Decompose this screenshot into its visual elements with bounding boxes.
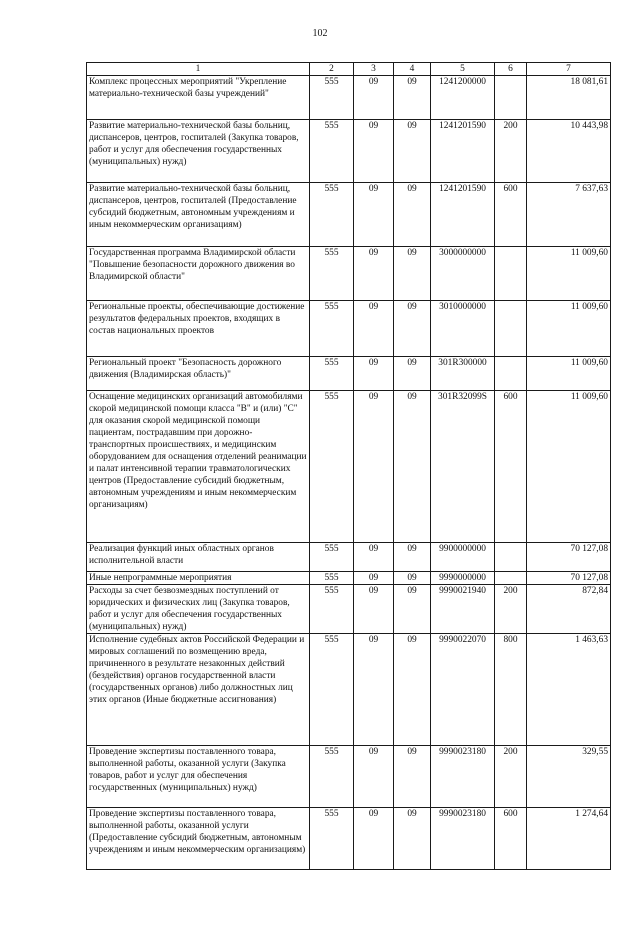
cell-col5: 301R300000 xyxy=(431,357,495,391)
cell-col6 xyxy=(495,543,527,572)
cell-col3: 09 xyxy=(354,391,394,543)
cell-col3: 09 xyxy=(354,247,394,301)
cell-col4: 09 xyxy=(394,120,431,183)
cell-col4: 09 xyxy=(394,543,431,572)
column-header: 7 xyxy=(527,63,611,76)
cell-amount: 7 637,63 xyxy=(527,183,611,247)
cell-col2: 555 xyxy=(310,76,354,120)
cell-col5: 9990023180 xyxy=(431,746,495,808)
row-name: Проведение экспертизы поставленного товара, выполненной работы, оказанной услуги (Закупка товаров, работ и услуг для обеспечения государственных (муниципальных) нужд) xyxy=(87,746,310,808)
cell-col5: 9900000000 xyxy=(431,543,495,572)
table-row xyxy=(87,391,611,543)
cell-amount: 11 009,60 xyxy=(527,391,611,543)
row-name: Развитие материально-технической базы больниц, диспансеров, центров, госпиталей (Предоставление субсидий бюджетным, автономным учреждениям и иным некоммерческим организациям) xyxy=(87,183,310,247)
cell-col3: 09 xyxy=(354,301,394,357)
row-name: Региональные проекты, обеспечивающие достижение результатов федеральных проектов, входящих в состав национальных проектов xyxy=(87,301,310,357)
cell-amount: 11 009,60 xyxy=(527,301,611,357)
cell-amount: 70 127,08 xyxy=(527,572,611,585)
row-name: Иные непрограммные мероприятия xyxy=(87,572,310,585)
table-row xyxy=(87,76,611,120)
table-row xyxy=(87,301,611,357)
cell-amount: 1 463,63 xyxy=(527,634,611,746)
cell-col3: 09 xyxy=(354,183,394,247)
cell-col2: 555 xyxy=(310,634,354,746)
cell-col6: 200 xyxy=(495,585,527,634)
cell-col6 xyxy=(495,247,527,301)
column-header: 1 xyxy=(87,63,310,76)
cell-col5: 9990021940 xyxy=(431,585,495,634)
cell-col4: 09 xyxy=(394,247,431,301)
cell-col2: 555 xyxy=(310,572,354,585)
cell-col3: 09 xyxy=(354,585,394,634)
row-name: Региональный проект "Безопасность дорожного движения (Владимирская область)" xyxy=(87,357,310,391)
cell-col2: 555 xyxy=(310,543,354,572)
table-row xyxy=(87,808,611,870)
cell-col3: 09 xyxy=(354,543,394,572)
cell-amount: 11 009,60 xyxy=(527,247,611,301)
cell-col6: 600 xyxy=(495,391,527,543)
table-row xyxy=(87,543,611,572)
cell-col5: 9990022070 xyxy=(431,634,495,746)
cell-col5: 1241200000 xyxy=(431,76,495,120)
cell-amount: 18 081,61 xyxy=(527,76,611,120)
page-number: 102 xyxy=(312,28,328,39)
row-name: Государственная программа Владимирской области "Повышение безопасности дорожного движения во Владимирской области" xyxy=(87,247,310,301)
cell-col6 xyxy=(495,357,527,391)
cell-col4: 09 xyxy=(394,301,431,357)
cell-amount: 329,55 xyxy=(527,746,611,808)
column-header: 5 xyxy=(431,63,495,76)
cell-col3: 09 xyxy=(354,634,394,746)
cell-amount: 872,84 xyxy=(527,585,611,634)
table-row xyxy=(87,746,611,808)
cell-col3: 09 xyxy=(354,357,394,391)
table-row xyxy=(87,572,611,585)
cell-col6 xyxy=(495,76,527,120)
cell-col4: 09 xyxy=(394,746,431,808)
row-name: Комплекс процессных мероприятий "Укрепление материально-технической базы учреждений" xyxy=(87,76,310,120)
cell-col3: 09 xyxy=(354,572,394,585)
cell-col2: 555 xyxy=(310,357,354,391)
cell-col2: 555 xyxy=(310,120,354,183)
cell-col4: 09 xyxy=(394,808,431,870)
cell-col2: 555 xyxy=(310,247,354,301)
cell-col4: 09 xyxy=(394,572,431,585)
row-name: Оснащение медицинских организаций автомобилями скорой медицинской помощи класса "B" и (или) "C" для оказания скорой медицинской помощи пациентам, пострадавшим при дорожно-транспортных происшествиях, и медицинским оборудованием для оснащения отделений реанимации и палат интенсивной терапии травматологических центров (Предоставление субсидий бюджетным, автономным учреждениям и иным некоммерческим организациям) xyxy=(87,391,310,543)
cell-col2: 555 xyxy=(310,391,354,543)
cell-col4: 09 xyxy=(394,391,431,543)
cell-col3: 09 xyxy=(354,120,394,183)
table-row xyxy=(87,247,611,301)
table-header-row xyxy=(87,63,611,76)
column-header: 6 xyxy=(495,63,527,76)
cell-col6 xyxy=(495,301,527,357)
cell-col4: 09 xyxy=(394,76,431,120)
cell-col2: 555 xyxy=(310,585,354,634)
row-name: Проведение экспертизы поставленного товара, выполненной работы, оказанной услуги (Предоставление субсидий бюджетным, автономным учреждениям и иным некоммерческим организациям) xyxy=(87,808,310,870)
cell-col2: 555 xyxy=(310,808,354,870)
cell-col2: 555 xyxy=(310,301,354,357)
cell-col6: 600 xyxy=(495,183,527,247)
cell-col6: 200 xyxy=(495,120,527,183)
column-header: 4 xyxy=(394,63,431,76)
column-header: 2 xyxy=(310,63,354,76)
cell-col3: 09 xyxy=(354,808,394,870)
cell-col6: 200 xyxy=(495,746,527,808)
cell-col4: 09 xyxy=(394,585,431,634)
cell-col6 xyxy=(495,572,527,585)
cell-col4: 09 xyxy=(394,183,431,247)
cell-amount: 10 443,98 xyxy=(527,120,611,183)
cell-col5: 9990000000 xyxy=(431,572,495,585)
cell-col6: 600 xyxy=(495,808,527,870)
cell-col5: 301R32099S xyxy=(431,391,495,543)
cell-col5: 3010000000 xyxy=(431,301,495,357)
cell-col5: 9990023180 xyxy=(431,808,495,870)
cell-col5: 3000000000 xyxy=(431,247,495,301)
table-row xyxy=(87,585,611,634)
cell-col3: 09 xyxy=(354,76,394,120)
row-name: Развитие материально-технической базы больниц, диспансеров, центров, госпиталей (Закупка товаров, работ и услуг для обеспечения государственных (муниципальных) нужд) xyxy=(87,120,310,183)
cell-col5: 1241201590 xyxy=(431,120,495,183)
cell-col5: 1241201590 xyxy=(431,183,495,247)
cell-col6: 800 xyxy=(495,634,527,746)
row-name: Реализация функций иных областных органов исполнительной власти xyxy=(87,543,310,572)
table-row xyxy=(87,120,611,183)
cell-col4: 09 xyxy=(394,634,431,746)
row-name: Расходы за счет безвозмездных поступлений от юридических и физических лиц (Закупка товаров, работ и услуг для обеспечения государственных (муниципальных) нужд) xyxy=(87,585,310,634)
cell-col2: 555 xyxy=(310,746,354,808)
row-name: Исполнение судебных актов Российской Федерации и мировых соглашений по возмещению вреда, причиненного в результате незаконных действий (бездействия) органов государственной власти (государственных органов) либо должностных лиц этих органов (Иные бюджетные ассигнования) xyxy=(87,634,310,746)
column-header: 3 xyxy=(354,63,394,76)
cell-amount: 1 274,64 xyxy=(527,808,611,870)
table-row xyxy=(87,183,611,247)
cell-col2: 555 xyxy=(310,183,354,247)
cell-col3: 09 xyxy=(354,746,394,808)
budget-table xyxy=(86,62,611,870)
cell-amount: 70 127,08 xyxy=(527,543,611,572)
cell-col4: 09 xyxy=(394,357,431,391)
table-row xyxy=(87,357,611,391)
cell-amount: 11 009,60 xyxy=(527,357,611,391)
table-row xyxy=(87,634,611,746)
